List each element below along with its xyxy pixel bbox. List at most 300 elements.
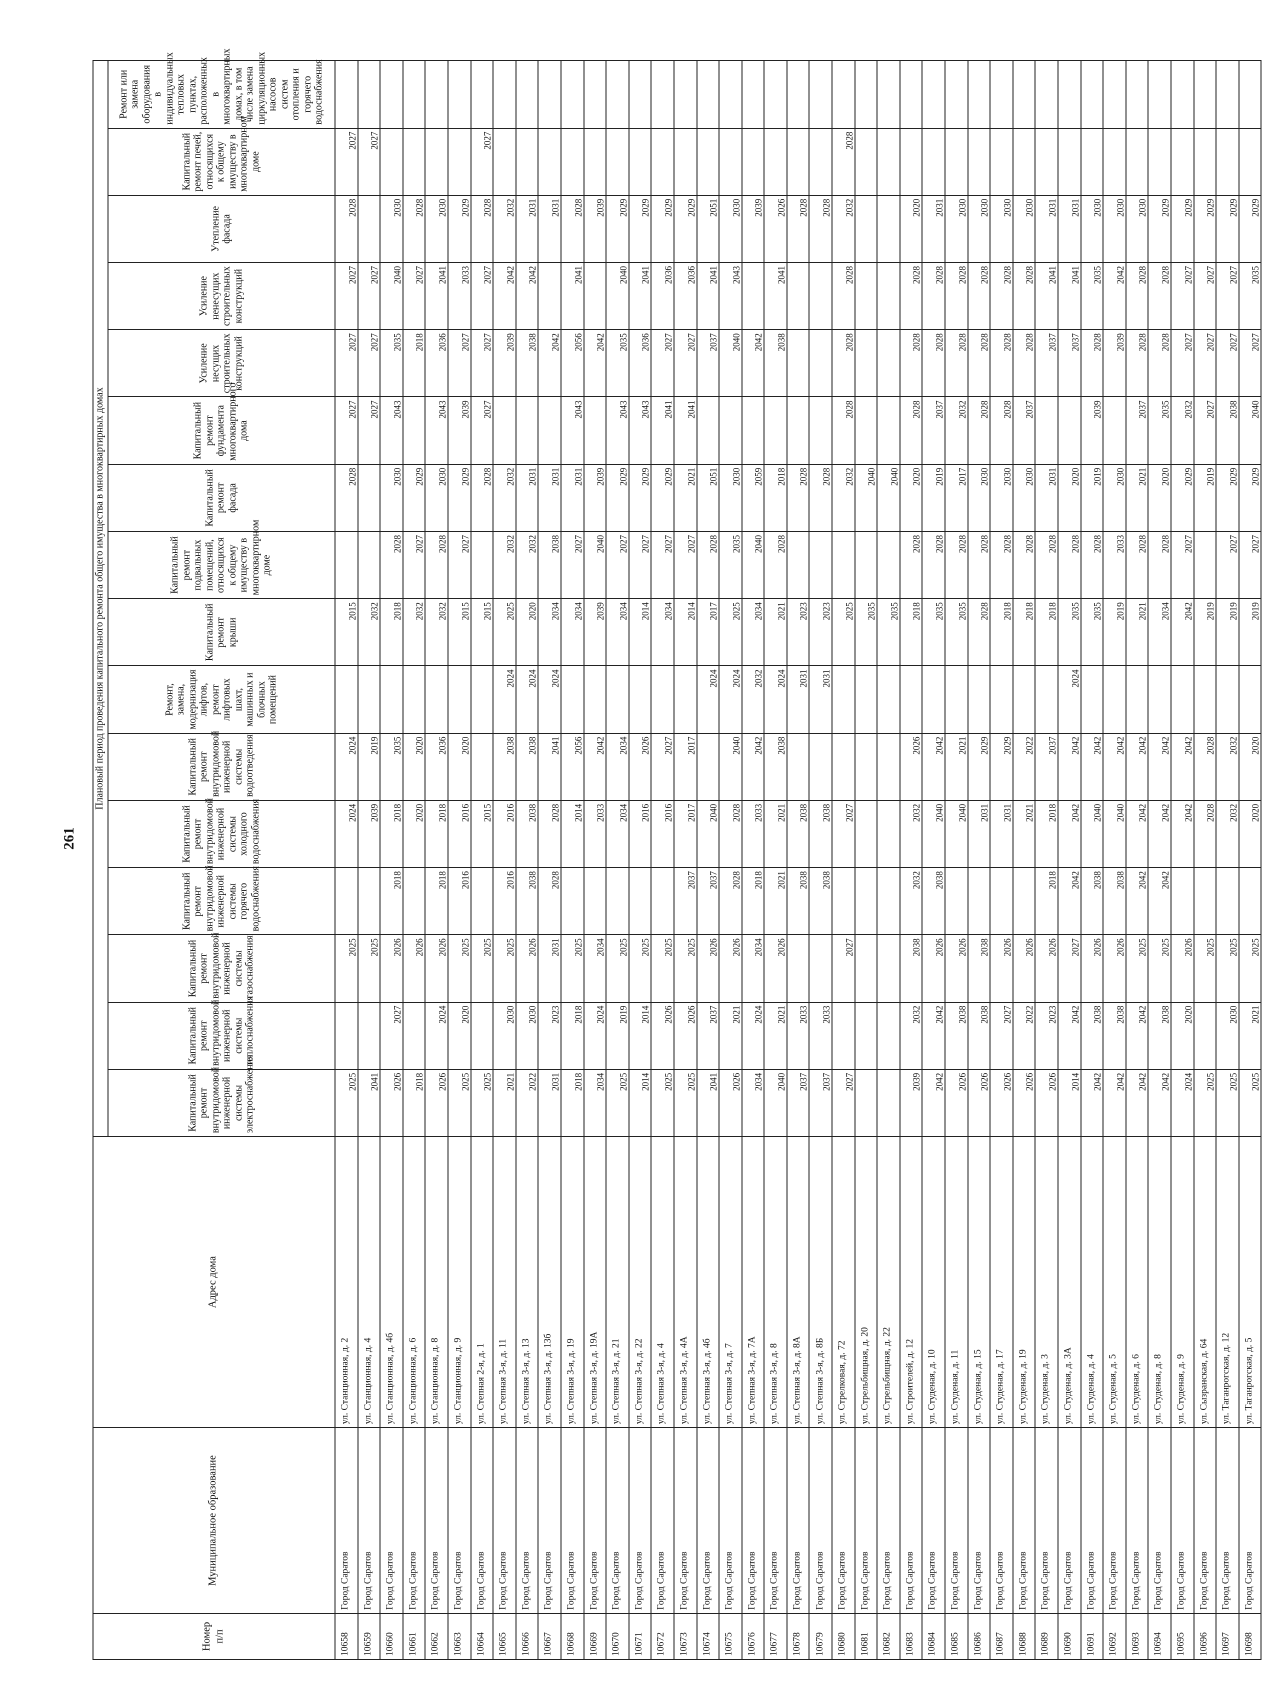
- year-cell: 2026: [968, 1069, 991, 1136]
- table-row: [584, 61, 607, 1660]
- year-cell: 2028: [832, 128, 855, 195]
- year-cell: 2028: [697, 531, 720, 598]
- year-cell: 2035: [1058, 599, 1081, 666]
- year-cell: 2025: [651, 1069, 674, 1136]
- year-cell: 2029: [1216, 195, 1239, 262]
- year-cell: 2025: [1194, 1069, 1217, 1136]
- year-cell: 2040: [697, 800, 720, 867]
- municipality-cell: Город Саратов: [787, 1428, 810, 1614]
- year-cell: 2026: [629, 733, 652, 800]
- year-cell: 2038: [787, 868, 810, 935]
- year-cell: [809, 531, 832, 598]
- year-cell: 2035: [1148, 397, 1171, 464]
- year-cell: 2028: [764, 531, 787, 598]
- municipality-cell: Город Саратов: [832, 1428, 855, 1614]
- year-cell: 2035: [945, 599, 968, 666]
- year-cell: 2026: [719, 935, 742, 1002]
- table-row: [855, 61, 878, 1660]
- year-cell: [787, 330, 810, 397]
- municipality-cell: Город Саратов: [719, 1428, 742, 1614]
- year-cell: 2014: [561, 800, 584, 867]
- year-cell: [990, 128, 1013, 195]
- municipality-cell: Город Саратов: [425, 1428, 448, 1614]
- address-cell: ул. Студеная, д. 6: [1126, 1137, 1149, 1428]
- row-number-cell: 10661: [403, 1613, 426, 1659]
- year-cell: [1194, 531, 1217, 598]
- year-cell: [697, 397, 720, 464]
- header-work-type: Капитальный ремонт подвальных помещений, относящихся к общему имуществу в многоквартирном доме: [108, 531, 335, 598]
- address-cell: ул. Степная 2-я, д. 1: [471, 1137, 494, 1428]
- year-cell: 2018: [425, 868, 448, 935]
- year-cell: 2035: [1081, 263, 1104, 330]
- table-row: [900, 61, 923, 1660]
- year-cell: [561, 868, 584, 935]
- year-cell: 2028: [922, 330, 945, 397]
- year-cell: [403, 1002, 426, 1069]
- year-cell: 2021: [764, 868, 787, 935]
- municipality-cell: Город Саратов: [538, 1428, 561, 1614]
- year-cell: [380, 128, 403, 195]
- year-cell: 2033: [1103, 531, 1126, 598]
- year-cell: [1058, 397, 1081, 464]
- year-cell: 2042: [1081, 1069, 1104, 1136]
- year-cell: 2030: [516, 1002, 539, 1069]
- year-cell: 2032: [1216, 733, 1239, 800]
- year-cell: 2028: [1013, 263, 1036, 330]
- year-cell: 2024: [425, 1002, 448, 1069]
- year-cell: [1081, 128, 1104, 195]
- year-cell: 2018: [403, 330, 426, 397]
- address-cell: ул. Степная 3-я, д. 21: [606, 1137, 629, 1428]
- year-cell: 2018: [380, 599, 403, 666]
- year-cell: 2022: [1013, 733, 1036, 800]
- year-cell: 2024: [493, 666, 516, 733]
- year-cell: 2027: [380, 1002, 403, 1069]
- year-cell: 2038: [1081, 868, 1104, 935]
- year-cell: [1239, 666, 1262, 733]
- table-row: [380, 61, 403, 1660]
- year-cell: 2043: [719, 263, 742, 330]
- year-cell: 2019: [1194, 599, 1217, 666]
- year-cell: 2032: [900, 868, 923, 935]
- year-cell: 2028: [990, 263, 1013, 330]
- year-cell: [425, 128, 448, 195]
- year-cell: 2037: [1035, 733, 1058, 800]
- year-cell: 2043: [561, 397, 584, 464]
- year-cell: 2032: [493, 195, 516, 262]
- year-cell: 2018: [1035, 599, 1058, 666]
- year-cell: [900, 128, 923, 195]
- year-cell: 2025: [358, 935, 381, 1002]
- year-cell: [697, 733, 720, 800]
- year-cell: 2018: [380, 800, 403, 867]
- year-cell: 2041: [674, 397, 697, 464]
- year-cell: 2025: [493, 935, 516, 1002]
- header-work-type: Утепление фасада: [108, 195, 335, 262]
- row-number-cell: 10666: [516, 1613, 539, 1659]
- row-number-cell: 10664: [471, 1613, 494, 1659]
- year-cell: 2027: [561, 531, 584, 598]
- year-cell: 2031: [516, 464, 539, 531]
- year-cell: 2031: [787, 666, 810, 733]
- row-number-cell: 10693: [1126, 1613, 1149, 1659]
- year-cell: 2015: [471, 599, 494, 666]
- year-cell: 2040: [877, 464, 900, 531]
- year-cell: 2018: [1013, 599, 1036, 666]
- year-cell: [945, 666, 968, 733]
- year-cell: 2020: [900, 195, 923, 262]
- table-row: [1148, 61, 1171, 1660]
- year-cell: [425, 666, 448, 733]
- year-cell: 2018: [1035, 868, 1058, 935]
- year-cell: [358, 531, 381, 598]
- year-cell: 2026: [380, 1069, 403, 1136]
- year-cell: 2037: [809, 1069, 832, 1136]
- year-cell: 2037: [697, 868, 720, 935]
- year-cell: 2028: [990, 531, 1013, 598]
- year-cell: [651, 128, 674, 195]
- year-cell: 2040: [922, 800, 945, 867]
- year-cell: [1058, 128, 1081, 195]
- year-cell: 2038: [968, 935, 991, 1002]
- year-cell: [471, 733, 494, 800]
- year-cell: 2026: [425, 1069, 448, 1136]
- year-cell: 2034: [1148, 599, 1171, 666]
- year-cell: [651, 868, 674, 935]
- row-number-cell: 10679: [809, 1613, 832, 1659]
- year-cell: [403, 868, 426, 935]
- municipality-cell: Город Саратов: [403, 1428, 426, 1614]
- year-cell: [855, 666, 878, 733]
- year-cell: 2027: [1171, 263, 1194, 330]
- header-work-type: Капитальный ремонт внутридомовой инженерной системы теплоснабжения: [108, 1002, 335, 1069]
- header-work-type: Капитальный ремонт фасада: [108, 464, 335, 531]
- municipality-cell: Город Саратов: [922, 1428, 945, 1614]
- year-cell: [1216, 868, 1239, 935]
- year-cell: 2025: [493, 599, 516, 666]
- year-cell: 2042: [1058, 868, 1081, 935]
- address-cell: ул. Станционная, д. 6: [403, 1137, 426, 1428]
- year-cell: 2028: [403, 195, 426, 262]
- header-work-type: Усиление ненесущих строительных конструкций: [108, 263, 335, 330]
- municipality-cell: Город Саратов: [584, 1428, 607, 1614]
- address-cell: ул. Строителей, д. 12: [900, 1137, 923, 1428]
- year-cell: [764, 61, 787, 129]
- municipality-cell: Город Саратов: [335, 1428, 358, 1614]
- year-cell: 2026: [922, 935, 945, 1002]
- year-cell: [990, 666, 1013, 733]
- municipality-cell: Город Саратов: [1148, 1428, 1171, 1614]
- year-cell: 2025: [719, 599, 742, 666]
- address-cell: ул. Степная 3-я, д. 7: [719, 1137, 742, 1428]
- year-cell: 2025: [471, 935, 494, 1002]
- year-cell: 2030: [380, 195, 403, 262]
- year-cell: 2040: [1239, 397, 1262, 464]
- year-cell: [380, 61, 403, 129]
- table-row: [1103, 61, 1126, 1660]
- year-cell: 2035: [719, 531, 742, 598]
- year-cell: [855, 397, 878, 464]
- address-cell: ул. Студеная, д. 17: [990, 1137, 1013, 1428]
- table-row: [1126, 61, 1149, 1660]
- year-cell: 2038: [516, 868, 539, 935]
- year-cell: [855, 128, 878, 195]
- year-cell: 2033: [742, 800, 765, 867]
- year-cell: 2056: [561, 733, 584, 800]
- year-cell: 2027: [674, 330, 697, 397]
- year-cell: 2029: [629, 195, 652, 262]
- year-cell: 2034: [742, 935, 765, 1002]
- year-cell: 2023: [1035, 1002, 1058, 1069]
- year-cell: 2028: [1126, 330, 1149, 397]
- year-cell: 2028: [1148, 263, 1171, 330]
- address-cell: ул. Стрельбищная, д. 22: [877, 1137, 900, 1428]
- year-cell: 2027: [358, 397, 381, 464]
- year-cell: 2028: [832, 263, 855, 330]
- year-cell: [1035, 397, 1058, 464]
- year-cell: 2027: [651, 531, 674, 598]
- year-cell: 2028: [945, 330, 968, 397]
- year-cell: 2028: [968, 263, 991, 330]
- year-cell: 2040: [855, 464, 878, 531]
- year-cell: [877, 61, 900, 129]
- year-cell: [335, 868, 358, 935]
- year-cell: 2042: [922, 1002, 945, 1069]
- year-cell: 2041: [358, 1069, 381, 1136]
- year-cell: 2038: [968, 1002, 991, 1069]
- year-cell: [425, 61, 448, 129]
- row-number-cell: 10697: [1216, 1613, 1239, 1659]
- year-cell: [855, 868, 878, 935]
- year-cell: [1148, 61, 1171, 129]
- year-cell: 2031: [922, 195, 945, 262]
- address-cell: ул. Сызранская, д. 64: [1194, 1137, 1217, 1428]
- year-cell: [674, 666, 697, 733]
- year-cell: 2035: [1081, 599, 1104, 666]
- table-row: [990, 61, 1013, 1660]
- municipality-cell: Город Саратов: [516, 1428, 539, 1614]
- year-cell: [787, 397, 810, 464]
- year-cell: 2030: [1013, 464, 1036, 531]
- table-row: [425, 61, 448, 1660]
- year-cell: 2027: [1194, 263, 1217, 330]
- year-cell: 2026: [697, 935, 720, 1002]
- year-cell: 2028: [1081, 330, 1104, 397]
- table-row: [922, 61, 945, 1660]
- year-cell: 2029: [1239, 195, 1262, 262]
- year-cell: 2039: [584, 464, 607, 531]
- municipality-cell: Город Саратов: [1194, 1428, 1217, 1614]
- year-cell: 2026: [380, 935, 403, 1002]
- year-cell: 2027: [471, 263, 494, 330]
- year-cell: 2028: [787, 195, 810, 262]
- year-cell: 2042: [584, 330, 607, 397]
- year-cell: 2021: [674, 464, 697, 531]
- year-cell: [1194, 61, 1217, 129]
- year-cell: 2026: [990, 1069, 1013, 1136]
- year-cell: 2026: [1013, 1069, 1036, 1136]
- municipality-cell: Город Саратов: [1081, 1428, 1104, 1614]
- year-cell: 2032: [403, 599, 426, 666]
- year-cell: 2033: [809, 1002, 832, 1069]
- year-cell: 2021: [1013, 800, 1036, 867]
- header-row-number: Номер п/п: [93, 1613, 335, 1659]
- year-cell: [855, 1069, 878, 1136]
- year-cell: 2029: [651, 464, 674, 531]
- year-cell: 2027: [629, 531, 652, 598]
- year-cell: 2024: [719, 666, 742, 733]
- year-cell: 2023: [538, 1002, 561, 1069]
- year-cell: 2040: [945, 800, 968, 867]
- address-cell: ул. Степная 3-я, д. 19А: [584, 1137, 607, 1428]
- year-cell: 2020: [900, 464, 923, 531]
- row-number-cell: 10672: [651, 1613, 674, 1659]
- year-cell: 2017: [945, 464, 968, 531]
- year-cell: 2029: [606, 464, 629, 531]
- year-cell: 2014: [674, 599, 697, 666]
- year-cell: 2029: [968, 733, 991, 800]
- table-row: [877, 61, 900, 1660]
- year-cell: 2026: [900, 733, 923, 800]
- year-cell: 2014: [629, 599, 652, 666]
- municipality-cell: Город Саратов: [1103, 1428, 1126, 1614]
- year-cell: [855, 935, 878, 1002]
- year-cell: [945, 61, 968, 129]
- year-cell: [1216, 128, 1239, 195]
- year-cell: 2038: [538, 531, 561, 598]
- year-cell: [358, 195, 381, 262]
- row-number-cell: 10673: [674, 1613, 697, 1659]
- year-cell: [764, 397, 787, 464]
- year-cell: 2019: [1239, 599, 1262, 666]
- row-number-cell: 10694: [1148, 1613, 1171, 1659]
- year-cell: 2042: [1103, 733, 1126, 800]
- year-cell: 2027: [651, 330, 674, 397]
- year-cell: 2020: [448, 733, 471, 800]
- year-cell: [990, 868, 1013, 935]
- year-cell: 2029: [1171, 464, 1194, 531]
- year-cell: [493, 128, 516, 195]
- year-cell: 2015: [448, 599, 471, 666]
- row-number-cell: 10695: [1171, 1613, 1194, 1659]
- year-cell: 2027: [1216, 330, 1239, 397]
- row-number-cell: 10692: [1103, 1613, 1126, 1659]
- address-cell: ул. Степная 3-я, д. 4б: [697, 1137, 720, 1428]
- year-cell: 2028: [968, 599, 991, 666]
- year-cell: [1148, 128, 1171, 195]
- year-cell: 2026: [1081, 935, 1104, 1002]
- year-cell: 2020: [403, 733, 426, 800]
- year-cell: 2028: [900, 330, 923, 397]
- year-cell: 2025: [335, 1069, 358, 1136]
- year-cell: 2038: [493, 733, 516, 800]
- year-cell: 2028: [719, 800, 742, 867]
- year-cell: 2021: [764, 800, 787, 867]
- year-cell: [787, 128, 810, 195]
- year-cell: 2032: [945, 397, 968, 464]
- year-cell: 2030: [968, 195, 991, 262]
- year-cell: 2016: [493, 868, 516, 935]
- table-row: [809, 61, 832, 1660]
- municipality-cell: Город Саратов: [651, 1428, 674, 1614]
- year-cell: [787, 263, 810, 330]
- year-cell: 2029: [1239, 464, 1262, 531]
- year-cell: [809, 733, 832, 800]
- year-cell: 2021: [945, 733, 968, 800]
- address-cell: ул. Студеная, д. 19: [1013, 1137, 1036, 1428]
- row-number-cell: 10677: [764, 1613, 787, 1659]
- year-cell: [538, 61, 561, 129]
- year-cell: 2040: [764, 1069, 787, 1136]
- year-cell: 2018: [990, 599, 1013, 666]
- year-cell: 2027: [651, 733, 674, 800]
- year-cell: 2037: [697, 330, 720, 397]
- year-cell: 2027: [335, 397, 358, 464]
- year-cell: [742, 61, 765, 129]
- year-cell: [1126, 61, 1149, 129]
- municipality-cell: Город Саратов: [1216, 1428, 1239, 1614]
- address-cell: ул. Степная 3-я, д. 13б: [538, 1137, 561, 1428]
- year-cell: 2038: [900, 935, 923, 1002]
- year-cell: [335, 531, 358, 598]
- municipality-cell: Город Саратов: [968, 1428, 991, 1614]
- year-cell: 2021: [764, 1002, 787, 1069]
- year-cell: 2029: [403, 464, 426, 531]
- year-cell: [335, 61, 358, 129]
- header-work-type: Капитальный ремонт крыши: [108, 599, 335, 666]
- year-cell: 2042: [1126, 800, 1149, 867]
- year-cell: 2027: [1194, 330, 1217, 397]
- year-cell: 2032: [493, 531, 516, 598]
- year-cell: 2039: [493, 330, 516, 397]
- year-cell: 2034: [606, 800, 629, 867]
- address-cell: ул. Степная 3-я, д. 11: [493, 1137, 516, 1428]
- year-cell: 2037: [787, 1069, 810, 1136]
- year-cell: 2028: [1126, 263, 1149, 330]
- table-row: [742, 61, 765, 1660]
- year-cell: 2035: [380, 330, 403, 397]
- year-cell: 2028: [1058, 531, 1081, 598]
- year-cell: 2027: [358, 263, 381, 330]
- year-cell: 2020: [1239, 733, 1262, 800]
- year-cell: [968, 868, 991, 935]
- year-cell: 2034: [584, 1069, 607, 1136]
- year-cell: 2028: [900, 263, 923, 330]
- row-number-cell: 10674: [697, 1613, 720, 1659]
- year-cell: 2029: [448, 464, 471, 531]
- table-row: [787, 61, 810, 1660]
- year-cell: 2033: [787, 1002, 810, 1069]
- table-row: [764, 61, 787, 1660]
- year-cell: 2017: [697, 599, 720, 666]
- year-cell: 2027: [448, 330, 471, 397]
- year-cell: [855, 195, 878, 262]
- year-cell: 2026: [516, 935, 539, 1002]
- year-cell: [516, 397, 539, 464]
- year-cell: 2040: [742, 531, 765, 598]
- year-cell: 2042: [1148, 800, 1171, 867]
- year-cell: 2029: [651, 195, 674, 262]
- year-cell: 2028: [968, 531, 991, 598]
- year-cell: 2034: [742, 599, 765, 666]
- year-cell: [403, 397, 426, 464]
- year-cell: 2019: [1081, 464, 1104, 531]
- year-cell: 2030: [1081, 195, 1104, 262]
- address-cell: ул. Станционная, д. 2: [335, 1137, 358, 1428]
- table-row: [358, 61, 381, 1660]
- year-cell: 2037: [1013, 397, 1036, 464]
- year-cell: 2027: [1171, 531, 1194, 598]
